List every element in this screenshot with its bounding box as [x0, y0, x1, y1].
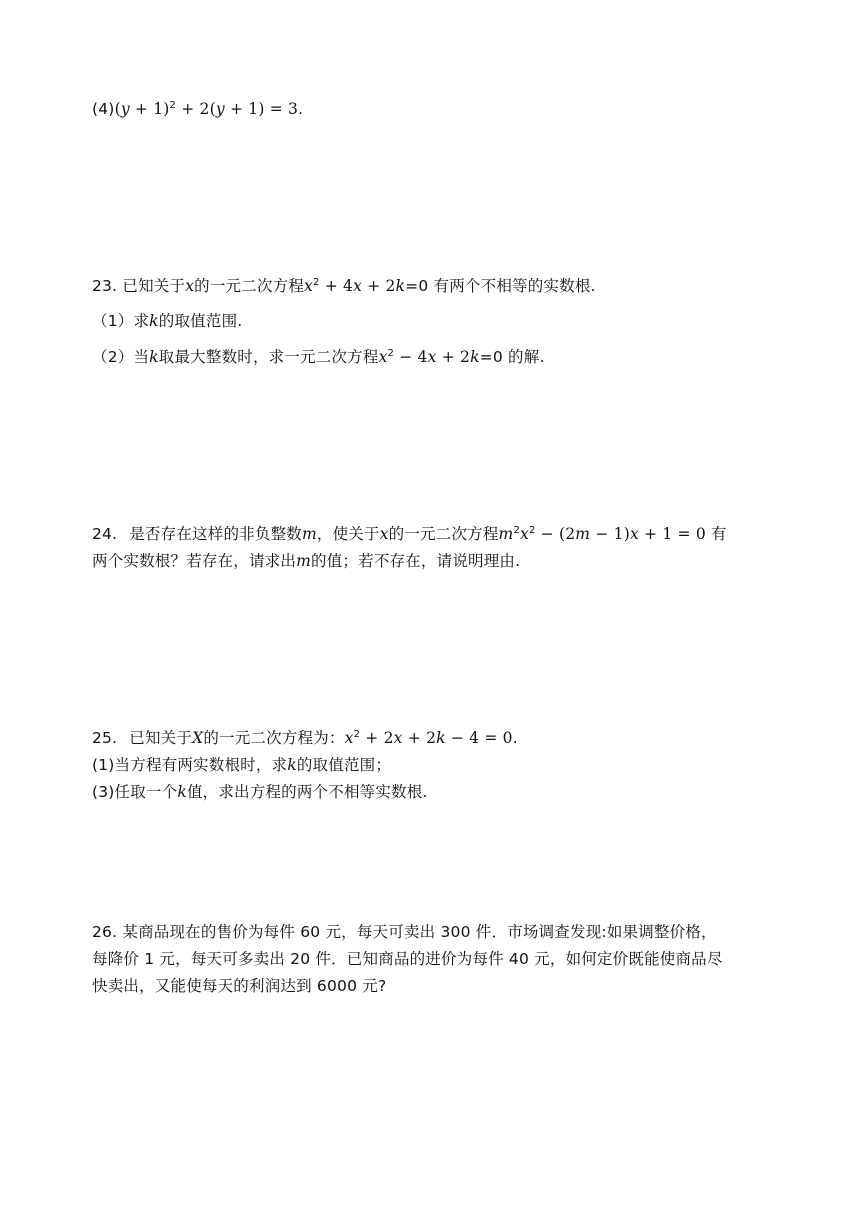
q24-stem-line1: 24. 是否存在这样的非负整数m，使关于x的一元二次方程$m^2x^2 - (2m - 1)x + 1 = 0$ 有: [92, 525, 727, 543]
q24-stem-line2: 两个实数根？若存在，请求出m的值；若不存在，请说明理由.: [92, 552, 521, 570]
q22-part4: $(4)(y + 1)^2 + 2(y + 1) = 3$.: [92, 100, 304, 118]
q23-part1: （1）求k的取值范围.: [92, 312, 243, 330]
q25-part3: (3)任取一个k值，求出方程的两个不相等实数根.: [92, 783, 428, 801]
q26-stem-line2: 每降价 1 元，每天可多卖出 20 件．已知商品的进价为每件 40 元，如何定价既能使商品尽: [92, 950, 723, 968]
q23-stem: 23. 已知关于x的一元二次方程$x^2 + 4x + 2k=0$ 有两个不相等的实数根.: [92, 277, 596, 295]
q25-part1: (1)当方程有两实数根时，求k的取值范围；: [92, 756, 392, 774]
q26-stem-line1: 26. 某商品现在的售价为每件 60 元，每天可卖出 300 件．市场调查发现:如果调整价格，: [92, 923, 717, 941]
q23-part2: （2）当k取最大整数时，求一元二次方程$x^2 - 4x + 2k=0$ 的解.: [92, 348, 545, 366]
q25-stem: 25. 已知关于X的一元二次方程为：$x^2 + 2x + 2k - 4 = 0$.: [92, 729, 518, 747]
q26-stem-line3: 快卖出，又能使每天的利润达到 6000 元?: [92, 977, 387, 995]
